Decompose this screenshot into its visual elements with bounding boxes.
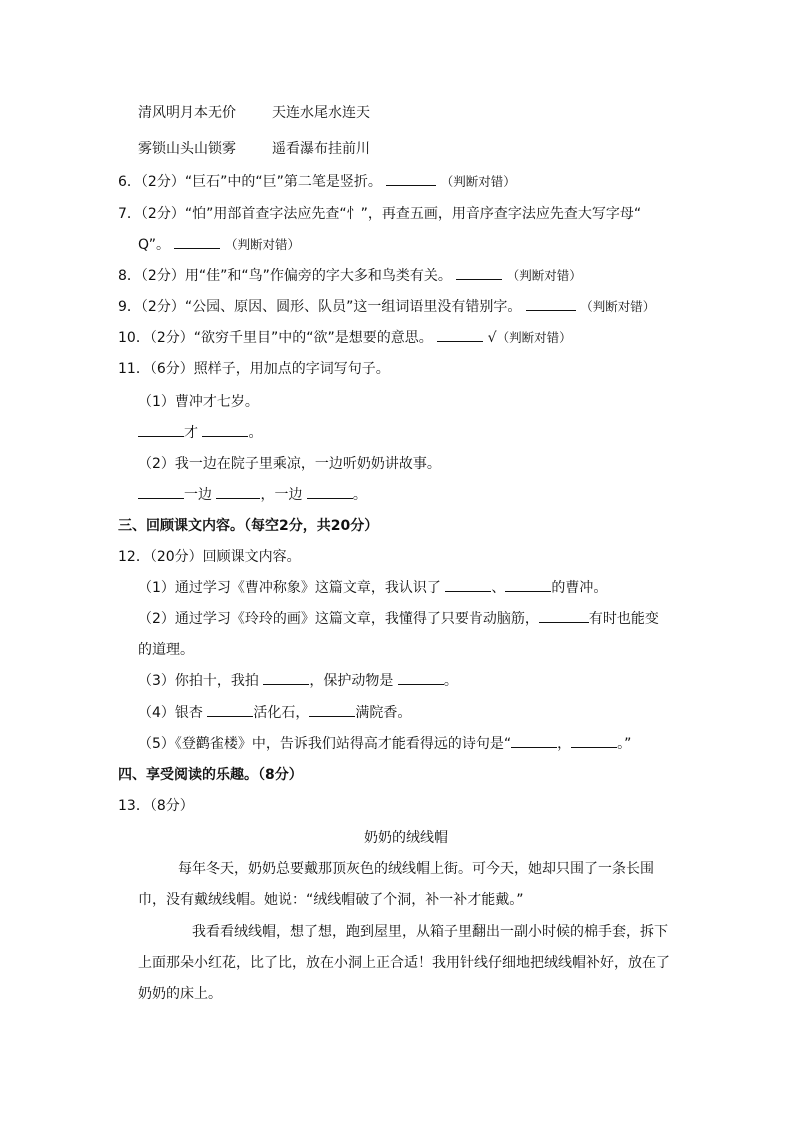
sub-question-text: 有时也能变 [588, 611, 659, 627]
passage-line: 我看看绒线帽，想了想，跑到屋里，从箱子里翻出一副小时候的棉手套，拆下 [192, 924, 668, 940]
sub-question-text: （2）通过学习《玲玲的画》这篇文章，我懂得了只要肯动脑筋， [138, 611, 539, 627]
question-text: 11．（6分）照样子，用加点的字词写句子。 [118, 361, 390, 377]
sub-question [138, 703, 411, 723]
sub-question [138, 609, 659, 629]
answer-blank[interactable] [202, 424, 248, 437]
answer-blank[interactable] [445, 579, 491, 592]
answer-blank[interactable] [539, 610, 589, 623]
passage-line: 上面那朵小红花，比了比，放在小洞上正合适！我用针线仔细地把绒线帽补好，放在了 [138, 955, 670, 971]
question-text: 10．（2分）“欲穷千里目”中的“欲”是想要的意思。 [118, 330, 433, 346]
fill-punct: 。 [443, 673, 458, 689]
answer-blank[interactable] [309, 704, 355, 717]
question-8 [118, 266, 582, 286]
sub-question-text: （4）银杏 [138, 705, 203, 721]
question-text: 7．（2分）“怕”用部首查字法应先查“忄”，再查五画，用音序查字法应先查大写字母“ [118, 206, 642, 222]
sub-question-text: ，保护动物是 [309, 673, 394, 689]
judge-hint: （判断对错） [580, 299, 656, 314]
sub-question-text: （3）你拍十，我拍 [138, 673, 259, 689]
question-text: 8．（2分）用“佳”和“鸟”作偏旁的字大多和鸟类有关。 [118, 268, 452, 284]
question-13 [118, 796, 194, 816]
section-heading: 三、回顾课文内容。（每空2分，共20分） [118, 518, 379, 534]
poem-row-1 [138, 103, 370, 123]
poem-row-2 [138, 139, 370, 159]
sub-question-text: 活化石， [253, 705, 310, 721]
answer-blank[interactable] [437, 329, 483, 342]
fill-punct: 。 [352, 487, 367, 503]
answer-blank[interactable] [571, 735, 617, 748]
poem-phrase: 雾锁山头山锁雾 [138, 141, 236, 157]
answer-mark: √ [487, 330, 497, 346]
question-6 [118, 172, 516, 192]
question-10 [118, 328, 572, 348]
answer-blank[interactable] [307, 486, 353, 499]
poem-phrase: 天连水尾水连天 [272, 105, 370, 121]
poem-phrase: 清风明月本无价 [138, 105, 236, 121]
passage-line: 巾，没有戴绒线帽。她说：“绒线帽破了个洞，补一补才能戴。” [138, 892, 524, 908]
sub-question-text: （1）通过学习《曹冲称象》这篇文章，我认识了 [138, 580, 441, 596]
question-text: 9．（2分）“公园、原因、圆形、队员”这一组词语里没有错别字。 [118, 299, 522, 315]
sub-question-text: （2）我一边在院子里乘凉，一边听奶奶讲故事。 [138, 456, 441, 472]
question-text: Q”。 [138, 237, 171, 253]
fill-punct: 。” [617, 736, 632, 752]
answer-blank[interactable] [138, 424, 184, 437]
question-11 [118, 359, 390, 379]
fill-punct: ， [557, 736, 572, 752]
sub-question [138, 454, 441, 474]
judge-hint: （判断对错） [440, 174, 516, 189]
answer-blank[interactable] [456, 267, 502, 280]
question-text: 12．（20分）回顾课文内容。 [118, 549, 301, 565]
answer-blank[interactable] [263, 672, 309, 685]
judge-hint: （判断对错） [224, 237, 300, 252]
sub-question [138, 392, 259, 412]
sub-question-text: （5）《登鹳雀楼》中，告诉我们站得高才能看得远的诗句是“ [138, 736, 512, 752]
answer-blank[interactable] [216, 486, 260, 499]
question-7 [118, 204, 641, 224]
answer-blank[interactable] [511, 735, 557, 748]
answer-blank[interactable] [526, 298, 576, 311]
sub-question-text: 满院香。 [355, 705, 412, 721]
sub-question-cont [138, 640, 194, 660]
answer-blank[interactable] [174, 236, 220, 249]
passage-line: 奶奶的床上。 [138, 986, 222, 1002]
passage-title: 奶奶的绒线帽 [364, 830, 448, 846]
question-9 [118, 297, 655, 317]
question-12 [118, 547, 301, 567]
sub-question [138, 734, 631, 754]
answer-blank[interactable] [138, 486, 184, 499]
fill-word: ，一边 [260, 487, 303, 503]
passage-line: 每年冬天，奶奶总要戴那顶灰色的绒线帽上街。可今天，她却只围了一条长围 [178, 861, 654, 877]
fill-word: 一边 [184, 487, 212, 503]
fill-punct: 、 [491, 580, 506, 596]
answer-blank[interactable] [207, 704, 253, 717]
judge-hint: （判断对错） [496, 330, 572, 345]
poem-phrase: 遥看瀑布挂前川 [272, 141, 370, 157]
sub-question-text: 的曹冲。 [551, 580, 608, 596]
question-7-cont [138, 235, 300, 255]
fill-punct: 。 [248, 425, 263, 441]
fill-line [138, 423, 262, 443]
sub-question-text: 的道理。 [138, 642, 194, 658]
answer-blank[interactable] [398, 672, 444, 685]
sub-question [138, 671, 458, 691]
fill-line [138, 485, 367, 505]
question-text: 6．（2分）“巨石”中的“巨”第二笔是竖折。 [118, 174, 382, 190]
section-heading: 四、享受阅读的乐趣。（8分） [118, 767, 303, 783]
fill-word: 才 [184, 425, 198, 441]
answer-blank[interactable] [505, 579, 551, 592]
judge-hint: （判断对错） [506, 268, 582, 283]
sub-question [138, 578, 607, 598]
answer-blank[interactable] [386, 173, 436, 186]
question-text: 13．（8分） [118, 798, 194, 814]
sub-question-text: （1）曹冲才七岁。 [138, 394, 259, 410]
